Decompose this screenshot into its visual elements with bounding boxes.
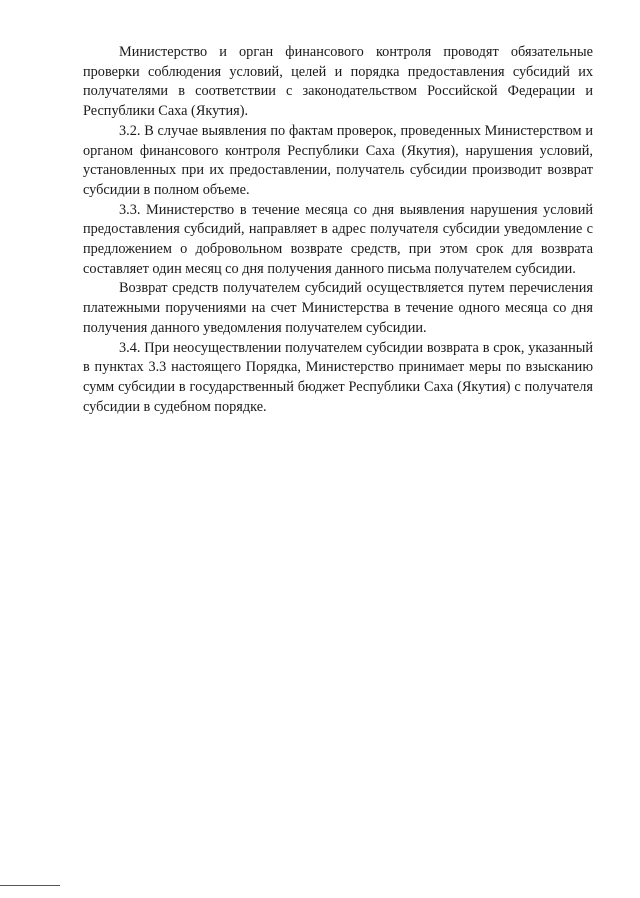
paragraph-intro: Министерство и орган финансового контроля проводят обязательные проверки соблюдения условий, целей и порядка предоставления субсидий их получателями в соответствии с законодательством Российской Федерации и Республики Саха (Якутия). [83, 44, 593, 120]
paragraph-3-3: 3.3. Министерство в течение месяца со дня выявления нарушения условий предоставления субсидий, направляет в адрес получателя субсидии уведомление с предложением о добровольном возврате средств, при этом срок для возврата составляет один месяц со дня получения данного письма получателем субсидии. [83, 201, 593, 277]
paragraph-3-2: 3.2. В случае выявления по фактам проверок, проведенных Министерством и органом финансового контроля Республики Саха (Якутия), нарушения условий, установленных при их предоставлении, получатель субсидии производит возврат субсидии в полном объеме. [83, 122, 593, 198]
footer-divider [0, 885, 60, 886]
paragraph-3-4: 3.4. При неосуществлении получателем субсидии возврата в срок, указанный в пунктах 3.3 настоящего Порядка, Министерство принимает меры по взысканию сумм субсидии в государственный бюджет Республики Саха (Якутия) с получателя субсидии в судебном порядке. [83, 339, 593, 415]
paragraph-refund: Возврат средств получателем субсидий осуществляется путем перечисления платежными поручениями на счет Министерства в течение одного месяца со дня получения данного уведомления получателем субсидии. [83, 280, 593, 336]
document-body [83, 43, 593, 417]
